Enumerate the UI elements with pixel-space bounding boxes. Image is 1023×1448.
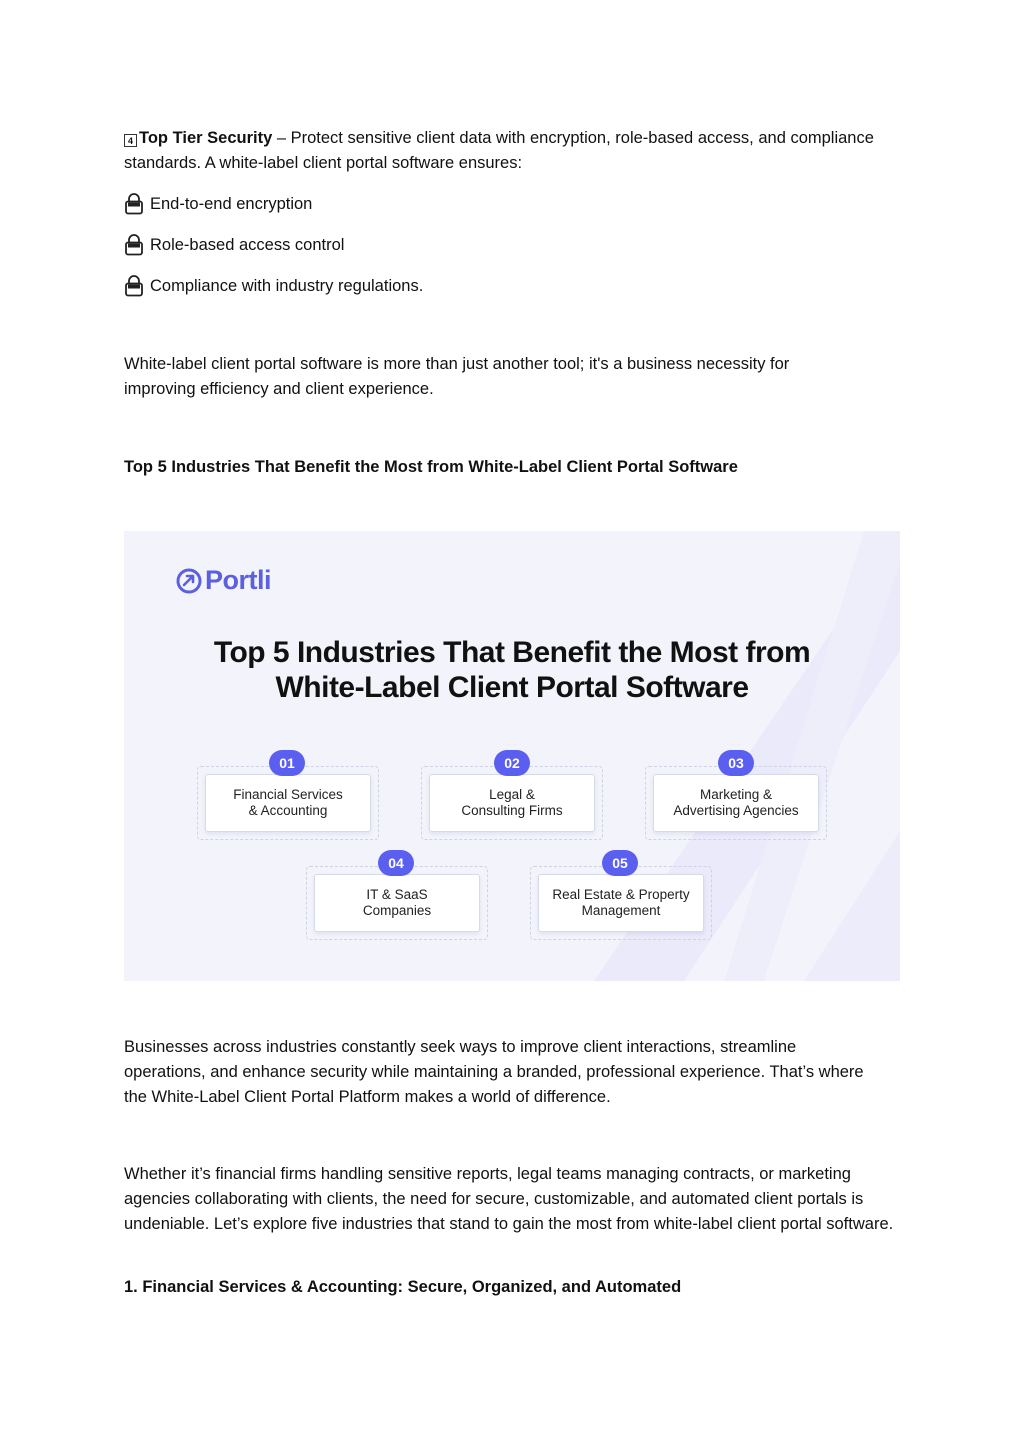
keycap-four-icon: 4	[124, 134, 137, 147]
industry-card-label	[653, 774, 819, 832]
section-title: Top 5 Industries That Benefit the Most from White-Label Client Portal Software	[124, 458, 738, 476]
security-intro	[124, 126, 900, 176]
industry-card-label	[205, 774, 371, 832]
portli-logo	[176, 565, 271, 596]
industry-line1: Marketing &	[699, 787, 772, 802]
industry-line1: Legal &	[489, 787, 535, 802]
industry-line1: Financial Services	[233, 787, 343, 802]
security-item-label: Role-based access control	[150, 236, 345, 254]
lock-icon	[124, 193, 144, 215]
industry-card-label	[314, 874, 480, 932]
industry-line2: & Accounting	[248, 803, 328, 818]
security-heading: Top Tier Security	[139, 129, 273, 147]
industry-card	[645, 766, 827, 840]
examples-paragraph: Whether it’s financial firms handling sensitive reports, legal teams managing contracts, or marketing agencies collaborating with clients, the need for secure, customizable, and automated client portals is undeniable. Let’s explore five industries that stand to gain the most from white-label client portal software.	[124, 1165, 894, 1233]
industry-line2: Management	[581, 903, 661, 918]
industry-card	[421, 766, 603, 840]
security-item-label: End-to-end encryption	[150, 195, 313, 213]
industry-line1: Real Estate & Property	[552, 887, 690, 902]
industry-line2: Advertising Agencies	[673, 803, 799, 818]
security-item	[124, 234, 344, 256]
summary-paragraph: White-label client portal software is more than just another tool; it's a business necessity for improving efficiency and client experience.	[124, 355, 790, 398]
industry-card	[306, 866, 488, 940]
banner-headline-line2: White-Label Client Portal Software	[275, 671, 749, 704]
lock-icon	[124, 275, 144, 297]
industry-number-badge: 02	[494, 750, 530, 776]
industries-paragraph: Businesses across industries constantly seek ways to improve client interactions, streamline operations, and enhance security while maintaining a branded, professional experience. That’s where the White-Label Client Portal Platform makes a world of difference.	[124, 1038, 864, 1106]
industry-line2: Companies	[362, 903, 432, 918]
industry-card-label	[429, 774, 595, 832]
financial-subheading: 1. Financial Services & Accounting: Secure, Organized, and Automated	[124, 1278, 682, 1296]
industry-number-badge: 04	[378, 850, 414, 876]
industry-line1: IT & SaaS	[366, 887, 428, 902]
industry-number-badge: 05	[602, 850, 638, 876]
industry-card-label	[538, 874, 704, 932]
industry-number-badge: 01	[269, 750, 305, 776]
security-item-label: Compliance with industry regulations.	[150, 277, 424, 295]
lock-icon	[124, 234, 144, 256]
portli-logo-icon	[176, 568, 202, 594]
industry-line2: Consulting Firms	[461, 803, 563, 818]
banner-headline	[124, 635, 900, 705]
security-item	[124, 193, 312, 215]
industry-card	[197, 766, 379, 840]
industries-banner-image	[124, 531, 900, 981]
banner-headline-line1: Top 5 Industries That Benefit the Most from	[213, 636, 811, 669]
industry-card	[530, 866, 712, 940]
industry-number-badge: 03	[718, 750, 754, 776]
security-intro-text: – Protect sensitive client data with encryption, role-based access, and compliance standards. A white-label client portal software ensures:	[124, 129, 874, 172]
portli-logo-text: Portli	[205, 565, 272, 595]
security-item	[124, 275, 423, 297]
